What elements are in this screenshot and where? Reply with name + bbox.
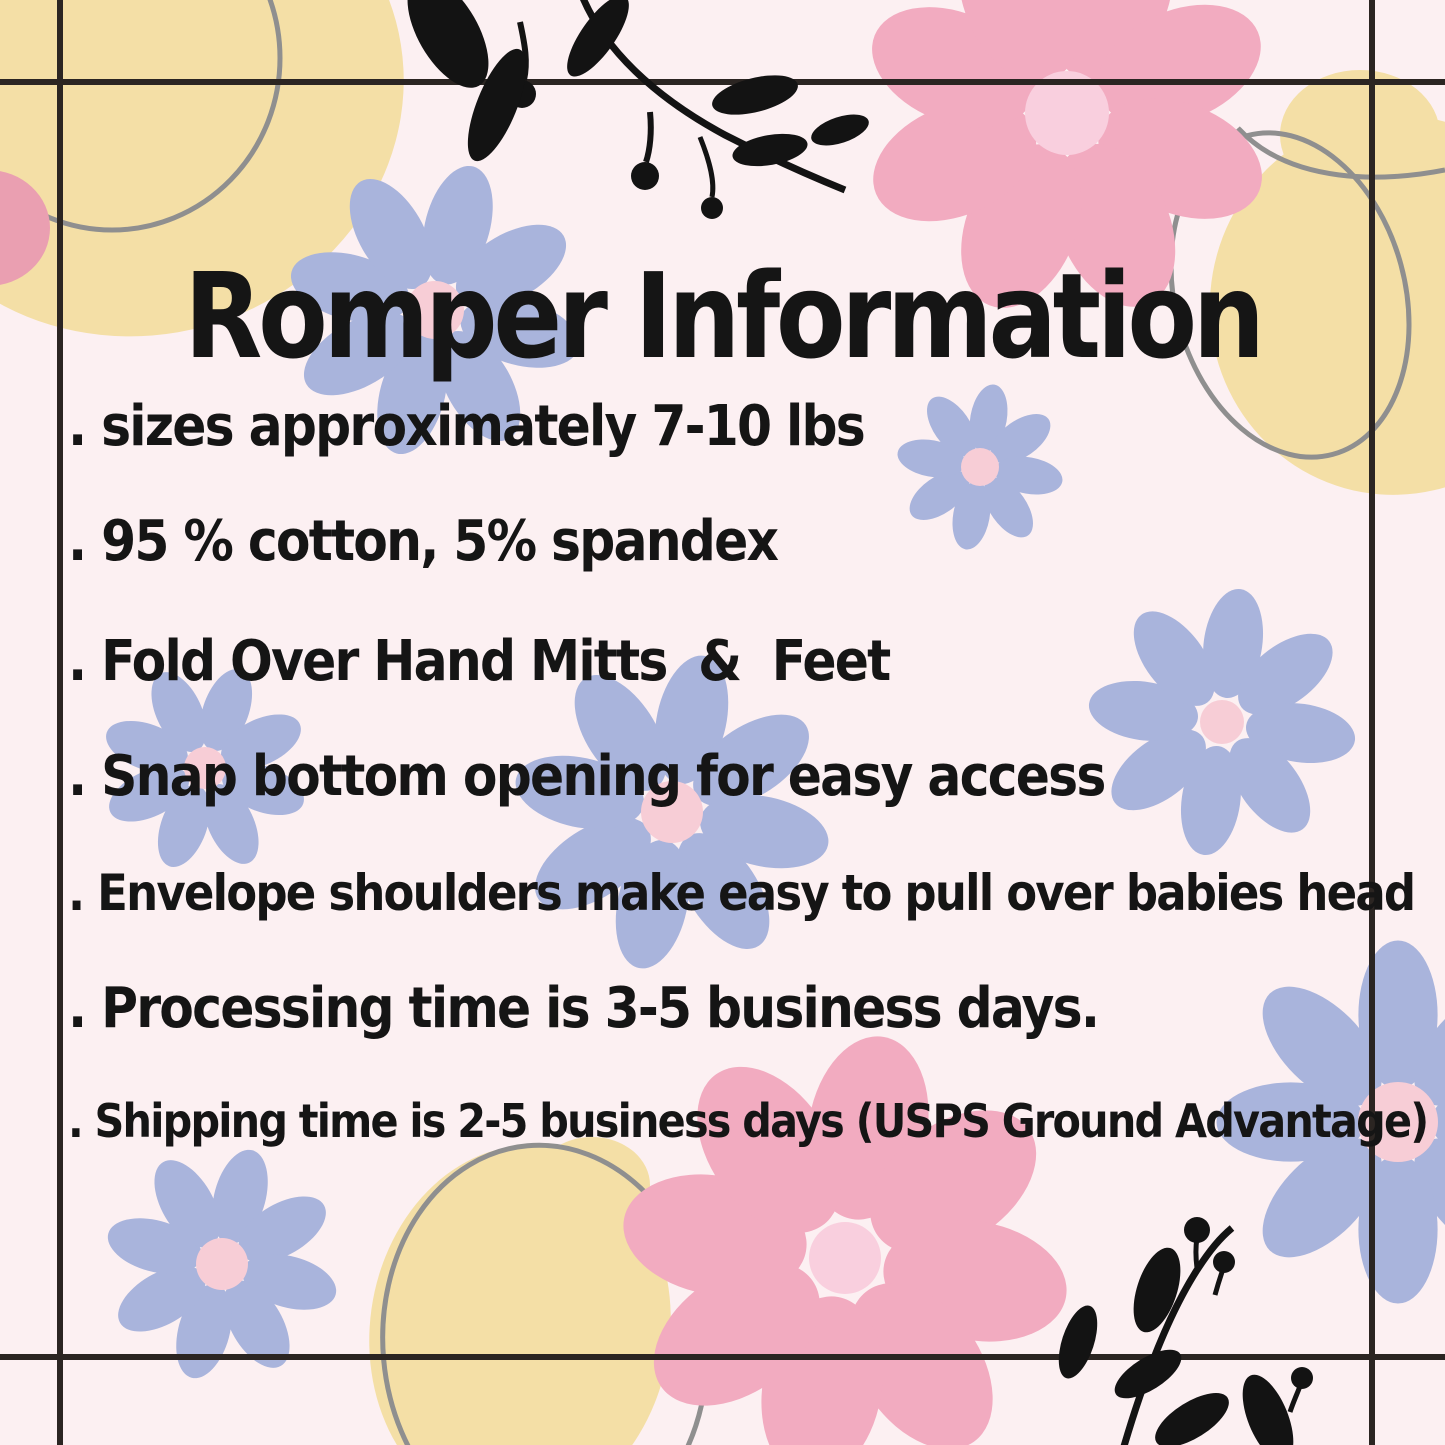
page-title: Romper Information xyxy=(184,247,1261,386)
info-list-item: . Envelope shoulders make easy to pull over babies head xyxy=(68,864,1415,922)
info-list-item: . 95 % cotton, 5% spandex xyxy=(68,509,778,574)
info-list-item: . Processing time is 3-5 business days. xyxy=(68,976,1099,1041)
info-list-item: . Shipping time is 2-5 business days (USPS Ground Advantage) xyxy=(68,1094,1428,1148)
info-list-item: . sizes approximately 7-10 lbs xyxy=(68,394,864,459)
info-list xyxy=(68,0,1445,1445)
info-list-item: . Snap bottom opening for easy access xyxy=(68,744,1105,809)
info-list-item: . Fold Over Hand Mitts & Feet xyxy=(68,629,890,694)
